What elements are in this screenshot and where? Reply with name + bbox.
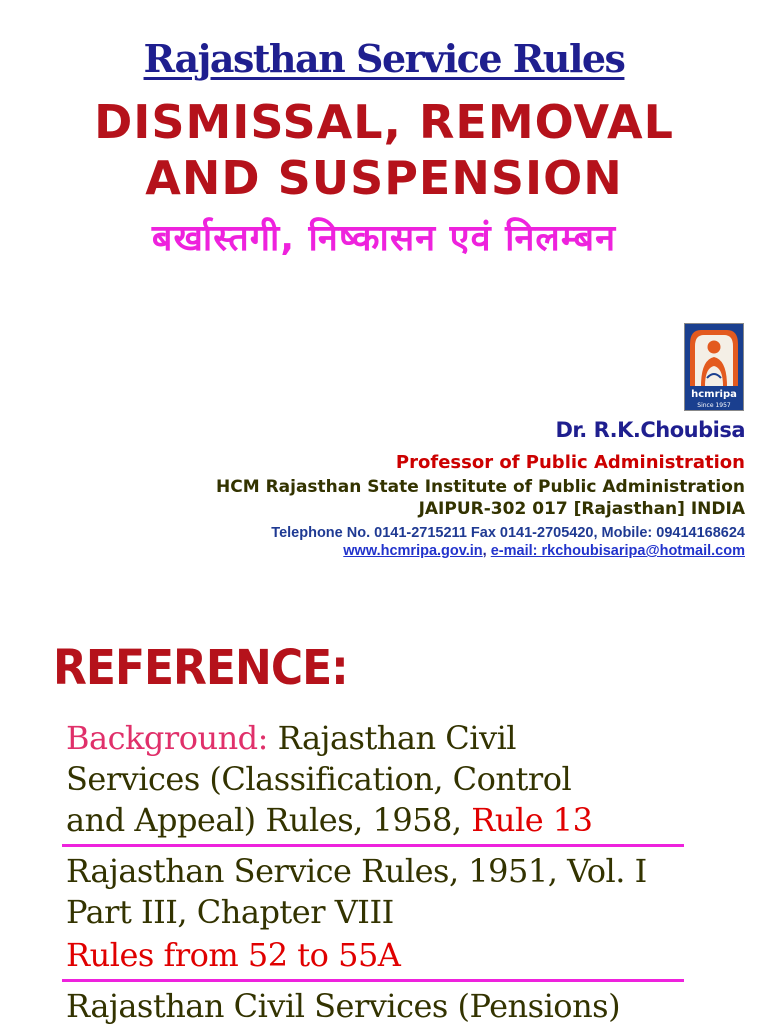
reference-item-rsr: [66, 851, 706, 933]
author-links: [216, 543, 745, 559]
main-title-line-2: AND SUSPENSION: [145, 151, 623, 205]
background-label: Background:: [66, 719, 268, 757]
reference-item-background: [66, 718, 706, 841]
reference-list: [66, 718, 706, 1027]
logo-subtext: Since 1957: [697, 402, 731, 409]
rsr-rules: Rules from 52 to 55A: [66, 936, 401, 974]
author-institute: HCM Rajasthan State Institute of Public Administration: [216, 477, 745, 497]
rsr-line-1: Rajasthan Service Rules, 1951, Vol. I: [66, 852, 647, 890]
series-title: Rajasthan Service Rules: [143, 36, 625, 81]
pensions-line-1: Rajasthan Civil Services (Pensions): [66, 987, 621, 1025]
main-title-line-1: DISMISSAL, REMOVAL: [94, 95, 674, 149]
author-city: JAIPUR-302 017 [Rajasthan] INDIA: [418, 499, 745, 519]
rsr-line-2: Part III, Chapter VIII: [66, 893, 394, 931]
author-block: [216, 418, 745, 559]
main-title: [0, 94, 768, 206]
hcmripa-logo-icon: [684, 323, 744, 411]
email-link[interactable]: e-mail: rkchoubisaripa@hotmail.com: [490, 543, 745, 559]
author-phone: Telephone No. 0141-2715211 Fax 0141-2705420, Mobile: 09414168624: [271, 525, 745, 541]
reference-item-pensions: [66, 986, 706, 1027]
hindi-title: बर्खास्तगी, निष्कासन एवं निलम्बन: [151, 218, 617, 259]
background-text-c: and Appeal) Rules, 1958,: [66, 801, 472, 839]
background-rule: Rule 13: [471, 801, 593, 839]
website-link[interactable]: www.hcmripa.gov.in: [343, 543, 483, 559]
divider: [62, 844, 684, 847]
author-role: Professor of Public Administration: [395, 452, 745, 473]
background-text-a: Rajasthan Civil: [267, 719, 517, 757]
author-name: Dr. R.K.Choubisa: [555, 418, 745, 442]
link-separator: ,: [482, 543, 491, 559]
logo-text: hcmripa: [691, 389, 737, 400]
background-text-b: Services (Classification, Control: [66, 760, 572, 798]
divider: [62, 979, 684, 982]
reference-heading: REFERENCE:: [53, 640, 348, 697]
